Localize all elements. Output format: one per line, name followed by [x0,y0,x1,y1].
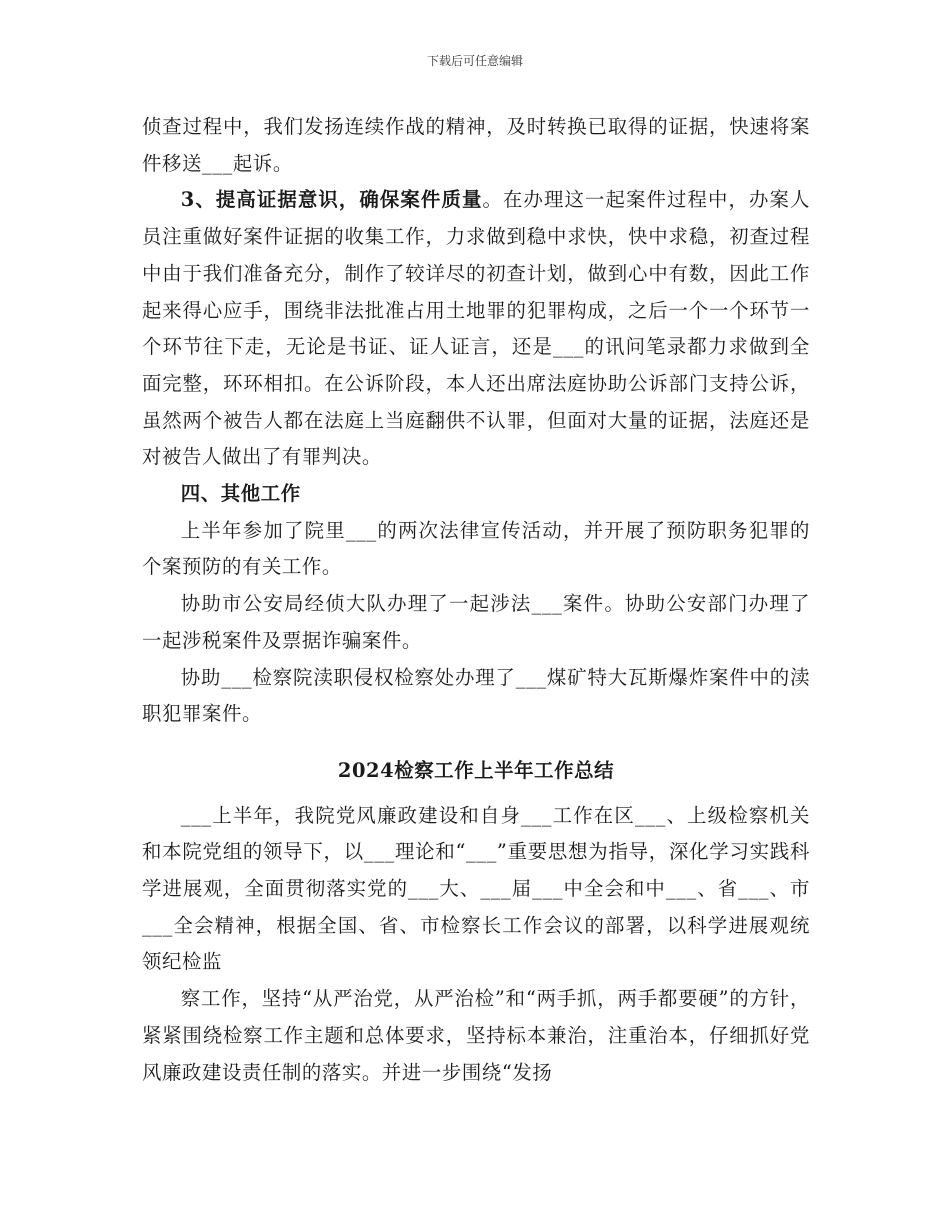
paragraph-police-assist: 协助市公安局经侦大队办理了一起涉法___案件。协助公安部门办理了一起涉税案件及票据诈骗案件。 [142,592,810,652]
document-body [142,109,810,1091]
paragraph-party-conduct: ___上半年，我院党风廉政建设和自身___工作在区___、上级检察机关和本院党组的领导下，以___理论和“___”重要思想为指导，深化学习实践科学进展观，全面贯彻落实党的___大、___届___中全会和中___、省___、市___全会精神，根据全国、省、市检察长工作会议的部署，以科学进展观统领纪检监 [142,803,810,974]
paragraph-investigation: 侦查过程中，我们发扬连续作战的精神，及时转换已取得的证据，快速将案件移送___起诉。 [142,115,810,175]
paragraph-evidence-text: 。在办理这一起案件过程中，办案人员注重做好案件证据的收集工作，力求做到稳中求快，快中求稳，初查过程中由于我们准备充分，制作了较详尽的初查计划，做到心中有数，因此工作起来得心应手，围绕非法批准占用土地罪的犯罪构成，之后一个一个环节一个环节往下走，无论是书证、证人证言，还是___的讯问笔录都力求做到全面完整，环环相扣。在公诉阶段，本人还出席法庭协助公诉部门支持公诉，虽然两个被告人都在法庭上当庭翻供不认罪，但面对大量的证据，法庭还是对被告人做出了有罪判决。 [142,188,810,469]
section-heading-other-work: 四、其他工作 [180,482,301,506]
paragraph-procuratorate-assist: 协助___检察院渎职侵权检察处办理了___煤矿特大瓦斯爆炸案件中的渎职犯罪案件。 [142,665,810,726]
header-note: 下载后可任意编辑 [426,54,523,68]
paragraph-evidence [142,182,810,476]
paragraph-legal-publicity: 上半年参加了院里___的两次法律宣传活动，并开展了预防职务犯罪的个案预防的有关工作。 [142,518,810,579]
document-title: 2024检察工作上半年工作总结 [337,758,615,782]
paragraph-evidence-heading: 3、提高证据意识，确保案件质量 [180,188,483,212]
paragraph-supervision: 察工作，坚持“从严治党，从严治检”和“两手抓，两手都要硬”的方针，紧紧围绕检察工作主题和总体要求，坚持标本兼治，注重治本，仔细抓好党风廉政建设责任制的落实。并进一步围绕“发扬 [142,987,810,1084]
